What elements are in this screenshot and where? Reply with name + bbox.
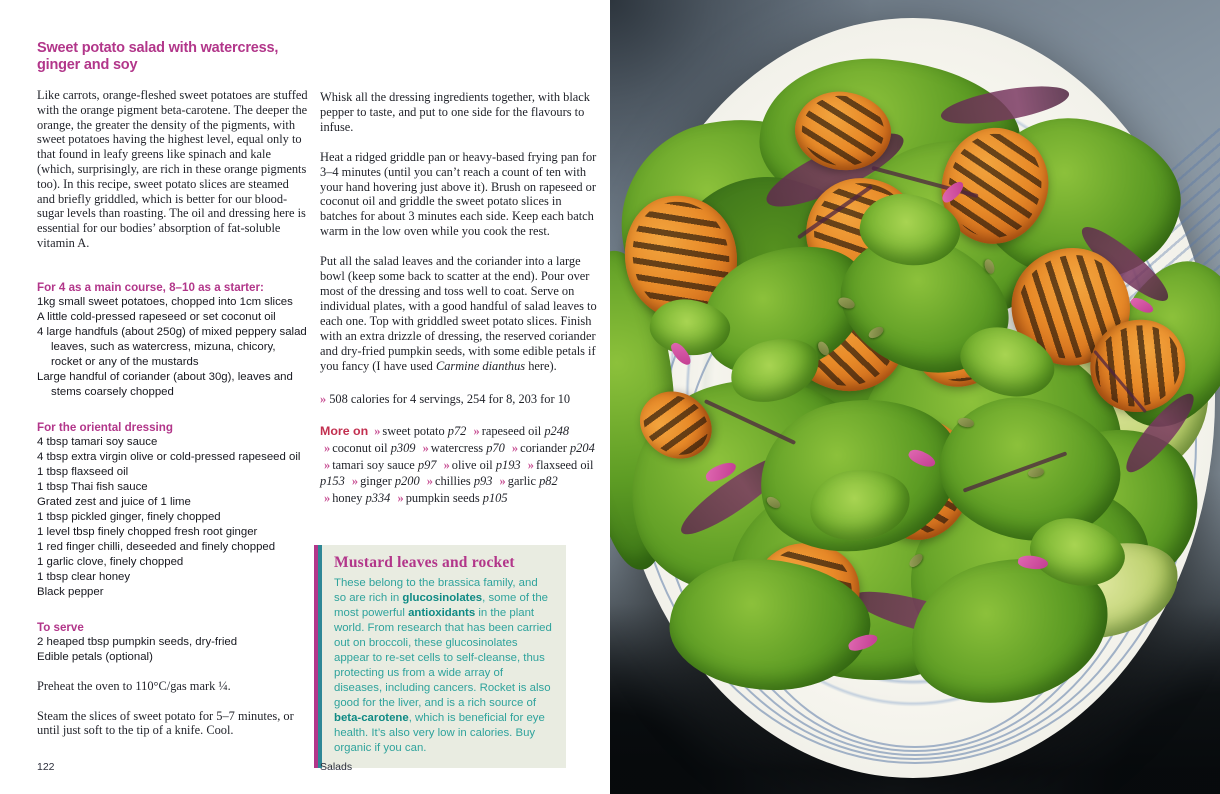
prep-step: Preheat the oven to 110°C/gas mark ¼.	[37, 678, 231, 693]
servings-header: For 4 as a main course, 8–10 as a starter:	[37, 280, 264, 294]
chevron-marker-icon: »	[473, 424, 480, 439]
salad-photo	[610, 0, 1220, 794]
recipe-title: Sweet potato salad with watercress, ginger and soy	[37, 40, 279, 73]
page-reference: p204	[569, 441, 595, 455]
method-paragraph: Heat a ridged griddle pan or heavy-based frying pan for 3–4 minutes (until you can’t reach a count of ten with your hand hovering just above it). Brush on rapeseed or coconut oil and griddle the sweet potato slices in batches for about 3 minutes each side. Keep each batch warm in the low oven while you cook the rest.	[320, 149, 597, 239]
left-column	[37, 40, 309, 738]
chevron-marker-icon: »	[374, 424, 381, 439]
page-reference: p93	[473, 474, 493, 489]
page-reference: p153	[320, 474, 345, 489]
serve-header: To serve	[37, 620, 84, 634]
chevron-marker-icon: »	[499, 474, 506, 489]
chevron-marker-icon: »	[511, 441, 519, 455]
chevron-marker-icon: »	[351, 474, 359, 489]
chevron-marker-icon: »	[426, 474, 433, 489]
more-on-paragraph: More on » sweet potato p72 » rapeseed oil p248 » coconut oil p309 » watercress p70 » coriander p204 » tamari soy sauce p97 » olive oil p193 » flaxseed oil p153 » ginger p200 » chillies p93 » garlic p82 » honey p334 » pumpkin seeds p105	[320, 424, 595, 505]
chevron-marker-icon: »	[422, 441, 429, 455]
calories-line	[320, 392, 598, 407]
ingredients-list	[37, 295, 309, 400]
page-reference: p200	[394, 474, 420, 489]
chevron-marker-icon: »	[397, 490, 404, 505]
calories-text: 508 calories for 4 servings, 254 for 8, 203 for 10	[329, 392, 571, 407]
page-number: 122	[37, 761, 55, 773]
footer-section-label: Salads	[320, 761, 353, 773]
page-reference: p309	[390, 441, 416, 455]
ingredient-item: 4 large handfuls (about 250g) of mixed peppery salad leaves, such as watercress, mizuna, chicory, rocket or any of the mustards	[37, 325, 307, 368]
serve-item: 2 heaped tbsp pumpkin seeds, dry-fried	[37, 635, 238, 648]
info-box-body: These belong to the brassica family, and so are rich in glucosinolates, some of the most powerful antioxidants in the plant world. From research that has been carried out on broccoli, these glucosinolates appear to re-set cells to self-cleanse, thus protecting us from a wide array of diseases, including cancers. Rocket is also good for the liver, and is a rich source of beta-carotene, which is beneficial for eye health. It’s also very low in calories. Buy organic if you can.	[334, 577, 552, 754]
page-reference: p193	[495, 457, 521, 472]
page-reference: p248	[544, 424, 570, 439]
dressing-list	[37, 435, 309, 600]
chevron-marker-icon: »	[324, 490, 331, 505]
info-box-title: Mustard leaves and rocket	[334, 554, 515, 571]
info-box	[314, 545, 566, 768]
chevron-marker-icon: »	[320, 392, 327, 407]
page-reference: p70	[486, 441, 505, 455]
dressing-item: 4 tbsp tamari soy sauce	[37, 435, 158, 448]
dressing-item: 1 tbsp Thai fish sauce	[37, 480, 148, 493]
method-column	[320, 90, 598, 506]
dressing-item: 1 tbsp flaxseed oil	[37, 465, 129, 478]
method-paragraph: Put all the salad leaves and the coriander into a large bowl (keep some back to scatter at the end). Pour over most of the dressing and toss well to coat. Serve on individual plates, with a good handful of salad leaves to each one. Top with griddled sweet potato slices. Finish with an extra drizzle of dressing, the reserved coriander and dry-fried pumpkin seeds, with some edible petals if you fancy (I have used Carmine dianthus here).	[320, 254, 597, 373]
page-reference: p334	[365, 490, 391, 505]
page-reference: p82	[539, 474, 558, 489]
info-box-inner	[318, 545, 566, 768]
chevron-marker-icon: »	[324, 457, 331, 472]
prep-step: Steam the slices of sweet potato for 5–7 minutes, or until just soft to the tip of a knife. Cool.	[37, 708, 294, 738]
method-paragraph: Whisk all the dressing ingredients together, with black pepper to taste, and put to one side for the flavours to infuse.	[320, 90, 590, 134]
dressing-item: 1 garlic clove, finely chopped	[37, 555, 184, 568]
dressing-item: 4 tbsp extra virgin olive or cold-pressed rapeseed oil	[37, 450, 301, 463]
dressing-item: 1 level tbsp finely chopped fresh root ginger	[37, 525, 258, 538]
ingredient-item: 1kg small sweet potatoes, chopped into 1cm slices	[37, 295, 293, 308]
dressing-item: Black pepper	[37, 585, 104, 598]
chevron-marker-icon: »	[324, 441, 331, 455]
chevron-marker-icon: »	[443, 457, 450, 472]
dressing-item: 1 tbsp pickled ginger, finely chopped	[37, 510, 221, 523]
serve-item: Edible petals (optional)	[37, 650, 153, 663]
ingredient-item: A little cold-pressed rapeseed or set coconut oil	[37, 310, 276, 323]
more-on-label: More on	[320, 424, 369, 439]
dressing-item: Grated zest and juice of 1 lime	[37, 495, 191, 508]
dressing-item: 1 tbsp clear honey	[37, 570, 131, 583]
serve-list	[37, 635, 309, 665]
chevron-marker-icon: »	[527, 457, 534, 472]
dressing-header: For the oriental dressing	[37, 420, 173, 434]
dressing-item: 1 red finger chilli, deseeded and finely chopped	[37, 540, 276, 553]
intro-paragraph: Like carrots, orange-fleshed sweet potatoes are stuffed with the orange pigment beta-carotene. The deeper the orange, the greater the density of the pigments, with sweet potatoes having the highest level, equal only to that found in leafy greens like spinach and kale (which, surprisingly, are rich in these orange pigments too). In this recipe, sweet potato slices are steamed and briefly griddled, which is better for our blood-sugar levels than roasting. The oil and dressing here is essential for our bodies’ absorption of fat-soluble vitamin A.	[37, 88, 308, 250]
page-reference: p72	[447, 424, 467, 439]
ingredient-item: Large handful of coriander (about 30g), leaves and stems coarsely chopped	[37, 370, 293, 398]
page-reference: p105	[482, 490, 508, 505]
page-reference: p97	[417, 457, 437, 472]
